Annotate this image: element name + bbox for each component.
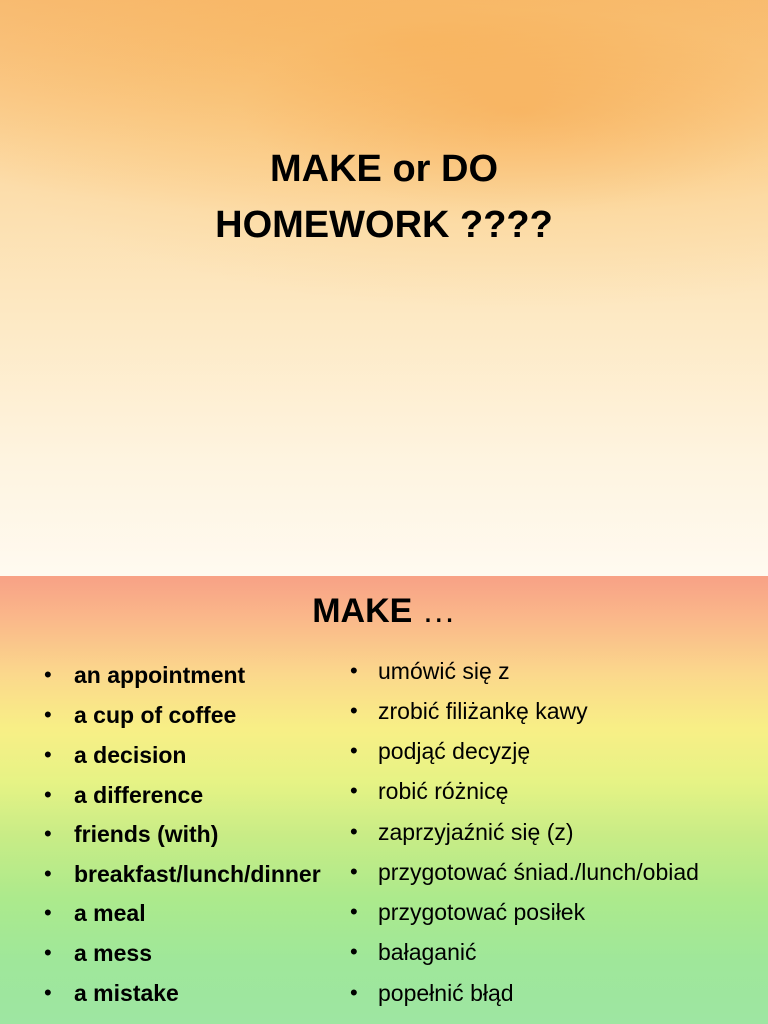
polish-translation: zrobić filiżankę kawy xyxy=(378,698,588,724)
bullet-icon: • xyxy=(44,940,52,965)
english-phrase: a meal xyxy=(74,900,146,926)
polish-translation: umówić się z xyxy=(378,658,510,684)
bullet-icon: • xyxy=(350,980,358,1005)
english-phrase: friends (with) xyxy=(74,821,219,847)
english-phrase-list xyxy=(44,576,364,1024)
bullet-icon: • xyxy=(350,658,358,683)
bullet-icon: • xyxy=(350,899,358,924)
english-phrase: a difference xyxy=(74,782,204,808)
bullet-icon: • xyxy=(350,859,358,884)
english-phrase: a mistake xyxy=(74,980,179,1006)
english-phrase: a decision xyxy=(74,742,187,768)
bullet-icon: • xyxy=(44,861,52,886)
bullet-icon: • xyxy=(350,698,358,723)
english-phrase: an appointment xyxy=(74,662,246,688)
english-phrase: a cup of coffee xyxy=(74,702,237,728)
bullet-icon: • xyxy=(44,980,52,1005)
bullet-icon: • xyxy=(350,778,358,803)
bullet-icon: • xyxy=(350,819,358,844)
make-vocabulary-slide xyxy=(0,576,768,1024)
polish-translation: zaprzyjaźnić się (z) xyxy=(378,819,574,845)
slide-title-line-1: MAKE or DO xyxy=(270,148,498,190)
slide-title-line-2: HOMEWORK ???? xyxy=(215,204,553,246)
bullet-icon: • xyxy=(44,662,52,687)
bullet-icon: • xyxy=(44,702,52,727)
bullet-icon: • xyxy=(44,742,52,767)
english-phrase: breakfast/lunch/dinner xyxy=(74,861,321,887)
bullet-icon: • xyxy=(350,939,358,964)
polish-translation: robić różnicę xyxy=(378,778,509,804)
bullet-icon: • xyxy=(44,900,52,925)
polish-translation: bałaganić xyxy=(378,939,477,965)
polish-translation: przygotować śniad./lunch/obiad xyxy=(378,859,699,885)
bullet-icon: • xyxy=(350,738,358,763)
bullet-icon: • xyxy=(44,782,52,807)
make-heading-ellipsis: … xyxy=(421,592,456,630)
polish-translation: przygotować posiłek xyxy=(378,899,586,925)
english-phrase: a mess xyxy=(74,940,153,966)
polish-translation: podjąć decyzję xyxy=(378,738,531,764)
polish-translation-list xyxy=(350,576,768,1024)
polish-translation: popełnić błąd xyxy=(378,980,514,1006)
bullet-icon: • xyxy=(44,821,52,846)
make-heading-word: MAKE xyxy=(312,592,413,630)
